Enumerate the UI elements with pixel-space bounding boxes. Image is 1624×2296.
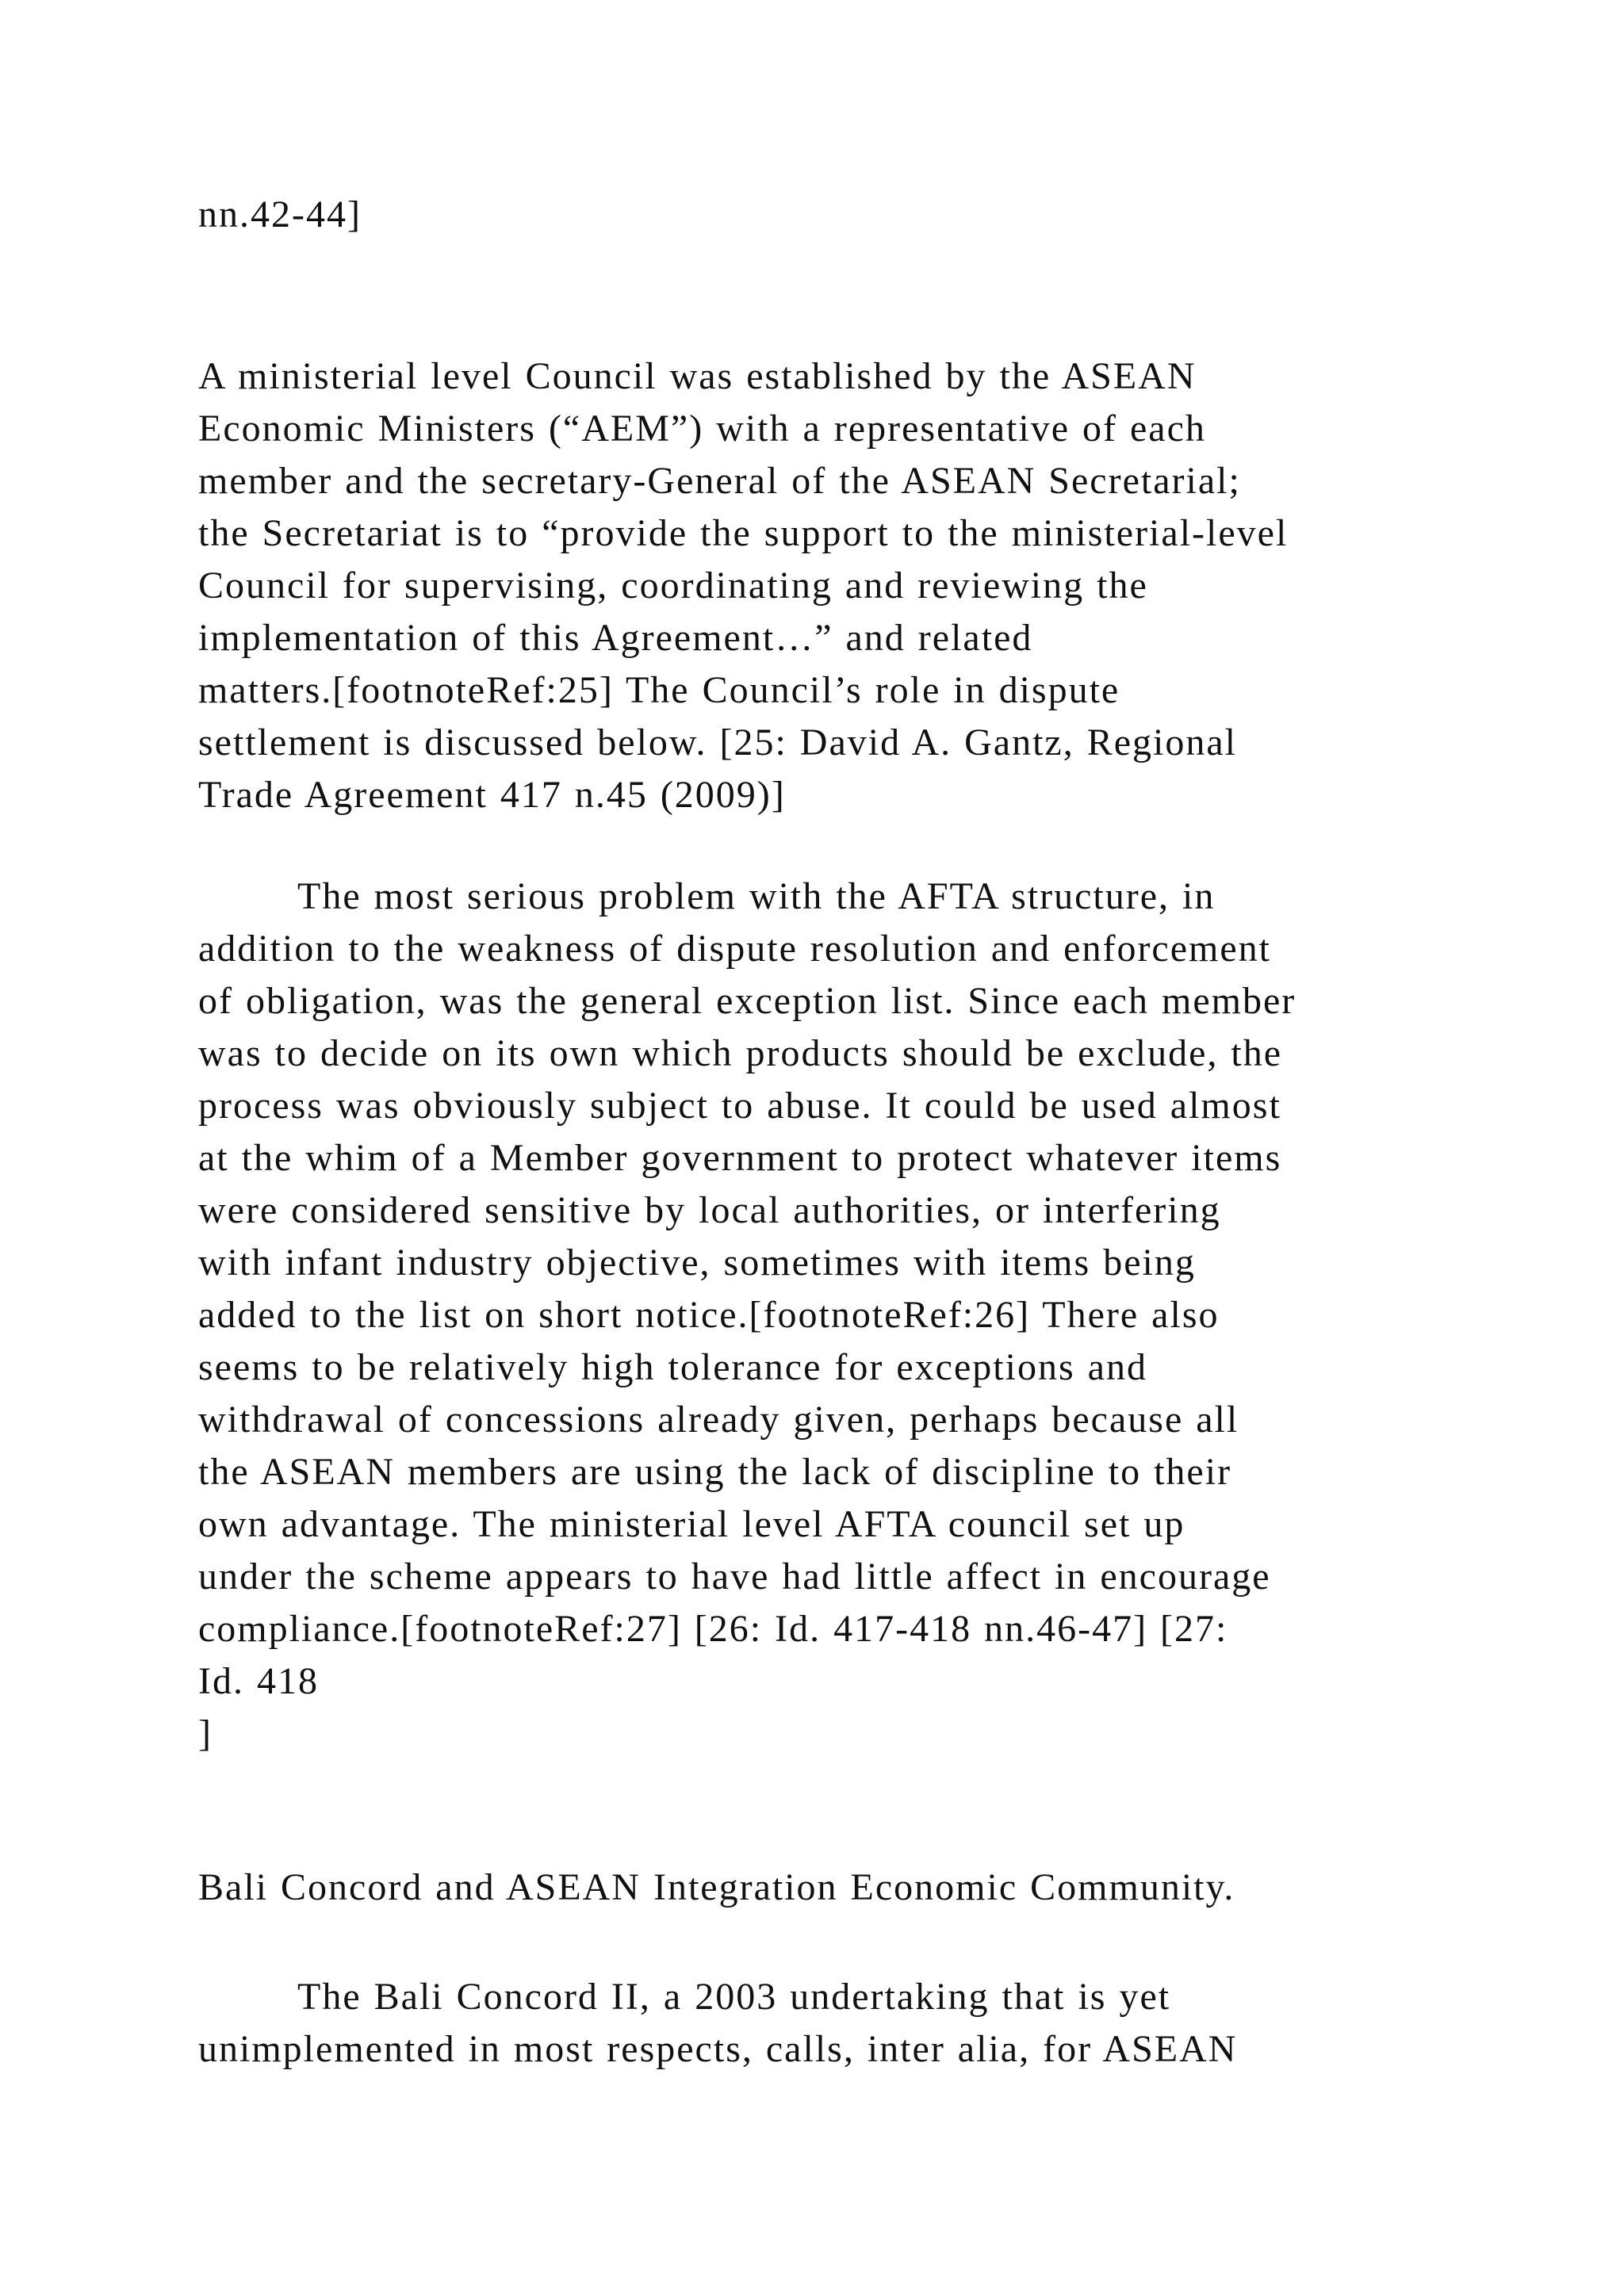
text-line: seems to be relatively high tolerance for exceptions and: [198, 1346, 1147, 1388]
text-line: process was obviously subject to abuse. It could be used almost: [198, 1085, 1281, 1127]
text-line: ]: [198, 1712, 213, 1755]
text-line: own advantage. The ministerial level AFTA council set up: [198, 1503, 1185, 1545]
text-line: withdrawal of concessions already given, perhaps because all: [198, 1399, 1239, 1441]
text-line: of obligation, was the general exception list. Since each member: [198, 980, 1297, 1022]
paragraph-council: [198, 350, 1507, 821]
text-line: Economic Ministers (“AEM”) with a representative of each: [198, 408, 1206, 450]
text-line: Id. 418: [198, 1660, 319, 1702]
text-line: Trade Agreement 417 n.45 (2009)]: [198, 774, 786, 816]
paragraph-afta: [198, 871, 1507, 1760]
text-line: Council for supervising, coordinating and reviewing the: [198, 564, 1148, 607]
section-heading: [198, 1862, 1507, 1914]
text-line: the Secretariat is to “provide the support to the ministerial-level: [198, 512, 1289, 554]
text-line: addition to the weakness of dispute resolution and enforcement: [198, 928, 1272, 970]
text-line: A ministerial level Council was established by the ASEAN: [198, 355, 1197, 397]
text-line: matters.[footnoteRef:25] The Council’s role in dispute: [198, 669, 1120, 711]
heading-bali-concord: Bali Concord and ASEAN Integration Economic Community.: [198, 1866, 1235, 1908]
text-line: member and the secretary-General of the ASEAN Secretarial;: [198, 460, 1241, 502]
text-line: the ASEAN members are using the lack of discipline to their: [198, 1451, 1232, 1493]
text-line: settlement is discussed below. [25: David A. Gantz, Regional: [198, 721, 1238, 763]
text-line: The most serious problem with the AFTA structure, in: [297, 875, 1216, 917]
text-line: under the scheme appears to have had little affect in encourage: [198, 1556, 1271, 1598]
text-line: were considered sensitive by local authorities, or interfering: [198, 1189, 1221, 1231]
text-line: compliance.[footnoteRef:27] [26: Id. 417-418 nn.46-47] [27:: [198, 1608, 1228, 1650]
text-line: unimplemented in most respects, calls, inter alia, for ASEAN: [198, 2028, 1238, 2070]
text-line: The Bali Concord II, a 2003 undertaking that is yet: [297, 1976, 1171, 2018]
footnote-fragment: [198, 189, 1507, 241]
paragraph-bali: [198, 1971, 1507, 2076]
text-line: implementation of this Agreement…” and related: [198, 617, 1033, 659]
text-line: with infant industry objective, sometimes with items being: [198, 1242, 1196, 1284]
text-line: at the whim of a Member government to protect whatever items: [198, 1137, 1282, 1179]
text-line: was to decide on its own which products should be exclude, the: [198, 1032, 1283, 1074]
text-line: nn.42-44]: [198, 193, 362, 235]
text-line: added to the list on short notice.[footnoteRef:26] There also: [198, 1294, 1220, 1336]
